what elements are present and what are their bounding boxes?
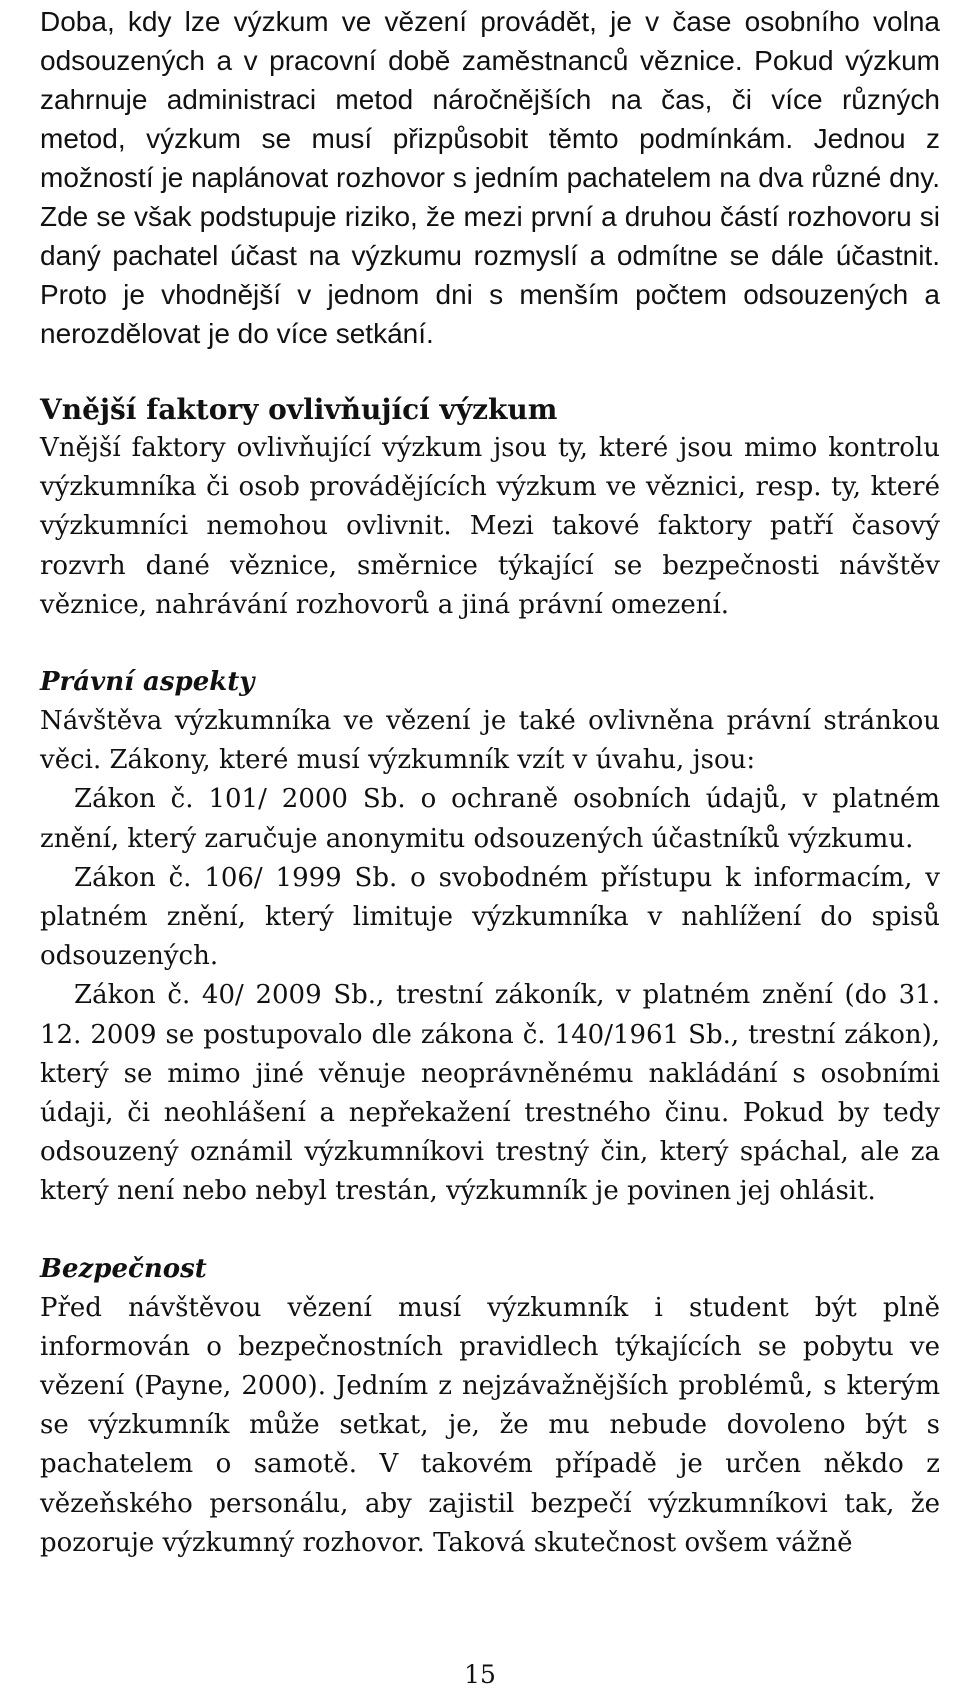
intro-paragraph: Doba, kdy lze výzkum ve vězení provádět, je v čase osobního volna odsouzených a v pracovní době zaměstnanců věznice. Pokud výzkum zahrnuje administraci metod náročnějších na čas, či více různých metod, výzkum se musí přizpůsobit těmto podmínkám. Jednou z možností je naplánovat rozhovor s jedním pachatelem na dva různé dny. Zde se však podstupuje riziko, že mezi první a druhou částí rozhovoru si daný pachatel účast na výzkumu rozmyslí a odmítne se dále účastnit. Proto je vhodnější v jednom dni s menším počtem odsouzených a nerozdělovat je do více setkání. (40, 6, 940, 349)
subheading-security: Bezpečnost (40, 1253, 207, 1284)
document-page (40, 0, 940, 1563)
law-item: Zákon č. 101/ 2000 Sb. o ochraně osobních údajů, v platném znění, který zaručuje anonymitu odsouzených účastníků výzkumu. (40, 784, 940, 854)
security-paragraph: Před návštěvou vězení musí výzkumník i student být plně informován o bezpečnostních pravidlech týkajících se pobytu ve vězení (Payne, 2000). Jedním z nejzávažnějších problémů, s kterým se výzkumník může setkat, je, že mu nebude dovoleno být s pachatelem o samotě. V takovém případě je určen někdo z vězeňského personálu, aby zajistil bezpečí výzkumníkovi tak, že pozoruje výzkumný rozhovor. Taková skutečnost ovšem vážně (40, 1292, 940, 1558)
subheading-legal-aspects: Právní aspekty (40, 667, 255, 698)
page-number: 15 (464, 1660, 496, 1689)
section-heading-external-factors: Vnější faktory ovlivňující výzkum (40, 393, 558, 426)
external-factors-paragraph: Vnější faktory ovlivňující výzkum jsou ty, které jsou mimo kontrolu výzkumníka či osob provádějících výzkum ve věznici, resp. ty, které výzkumníci nemohou ovlivnit. Mezi takové faktory patří časový rozvrh dané věznice, směrnice týkající se bezpečnosti návštěv věznice, nahrávání rozhovorů a jiná právní omezení. (40, 433, 940, 620)
legal-intro-paragraph: Návštěva výzkumníka ve vězení je také ovlivněna právní stránkou věci. Zákony, které musí výzkumník vzít v úvahu, jsou: (40, 706, 940, 776)
law-item: Zákon č. 40/ 2009 Sb., trestní zákoník, v platném znění (do 31. 12. 2009 se postupovalo dle zákona č. 140/1961 Sb., trestní zákon), který se mimo jiné věnuje neoprávněnému nakládání s osobními údaji, či neohlášení a nepřekažení trestného činu. Pokud by tedy odsouzený oznámil výzkumníkovi trestný čin, který spáchal, ale za který není nebo nebyl trestán, výzkumník je povinen jej ohlásit. (40, 980, 940, 1207)
law-item: Zákon č. 106/ 1999 Sb. o svobodném přístupu k informacím, v platném znění, který limituje výzkumníka v nahlížení do spisů odsouzených. (40, 862, 940, 972)
